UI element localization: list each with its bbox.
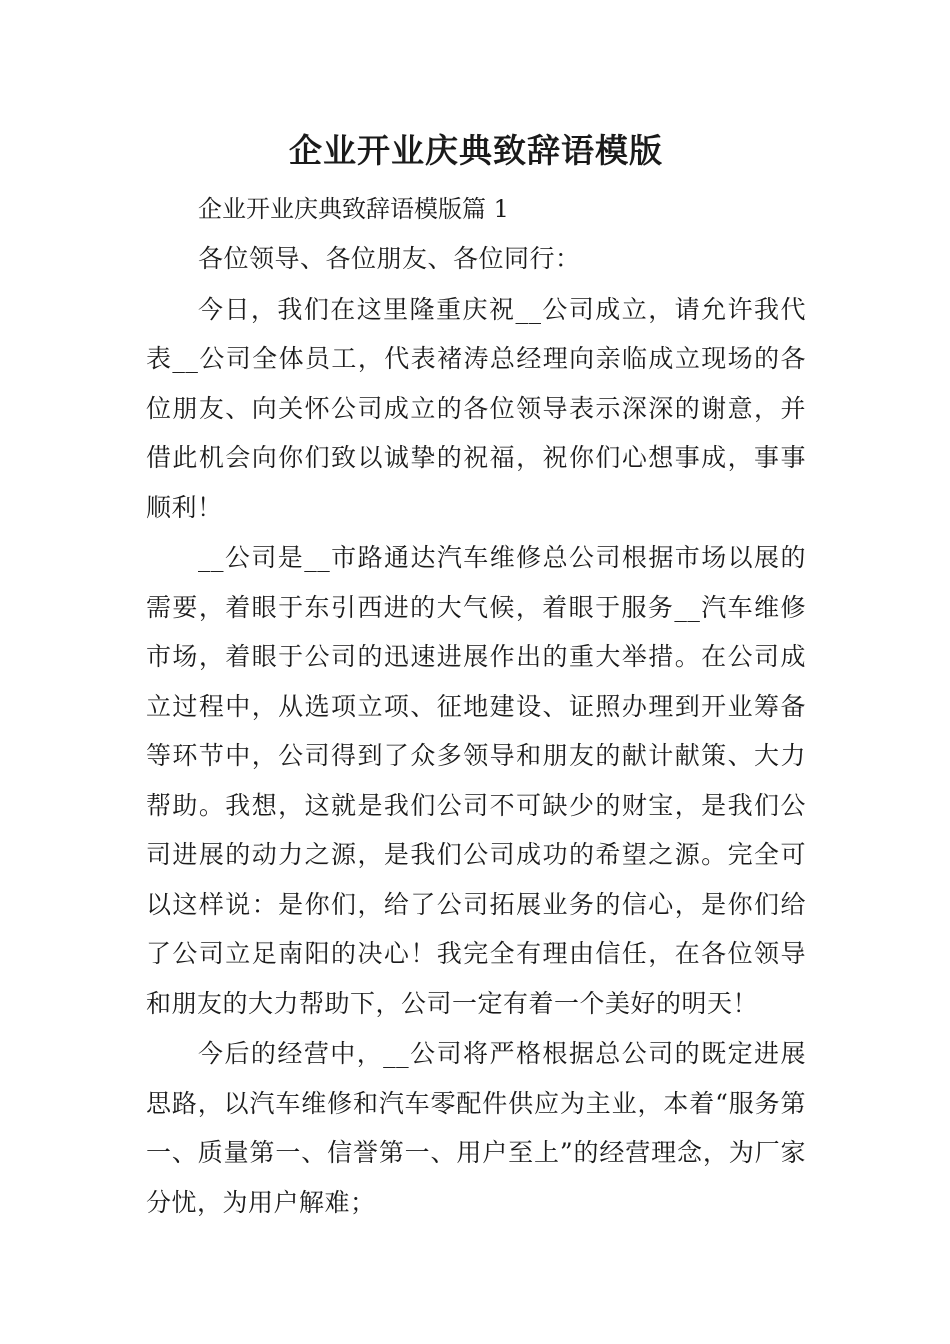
body-paragraph: 今后的经营中，__公司将严格根据总公司的既定进展思路，以汽车维修和汽车零配件供应为主业，本着“服务第一、质量第一、信誉第一、用户至上”的经营理念，为厂家分忧，为用户解难； [146, 1039, 806, 1217]
body-paragraph: 今日，我们在这里隆重庆祝__公司成立，请允许我代表__公司全体员工，代表褚涛总经理向亲临成立现场的各位朋友、向关怀公司成立的各位领导表示深深的谢意，并借此机会向你们致以诚挚的祝福，祝你们心想事成，事事顺利！ [146, 294, 806, 522]
greeting-paragraph: 各位领导、各位朋友、各位同行： [198, 244, 581, 273]
section-heading: 企业开业庆典致辞语模版篇 1 [198, 195, 509, 223]
document-title: 企业开业庆典致辞语模版 [289, 131, 663, 170]
body-paragraph: __公司是__市路通达汽车维修总公司根据市场以展的需要，着眼于东引西进的大气候，着眼于服务__汽车维修市场，着眼于公司的迅速进展作出的重大举措。在公司成立过程中，从选项立项、征地建设、证照办理到开业筹备等环节中，公司得到了众多领导和朋友的献计献策、大力帮助。我想，这就是我们公司不可缺少的财宝，是我们公司进展的动力之源，是我们公司成功的希望之源。完全可以这样说：是你们，给了公司拓展业务的信心，是你们给了公司立足南阳的决心！我完全有理由信任，在各位领导和朋友的大力帮助下，公司一定有着一个美好的明天！ [146, 543, 806, 1018]
document-page [146, 128, 806, 1227]
